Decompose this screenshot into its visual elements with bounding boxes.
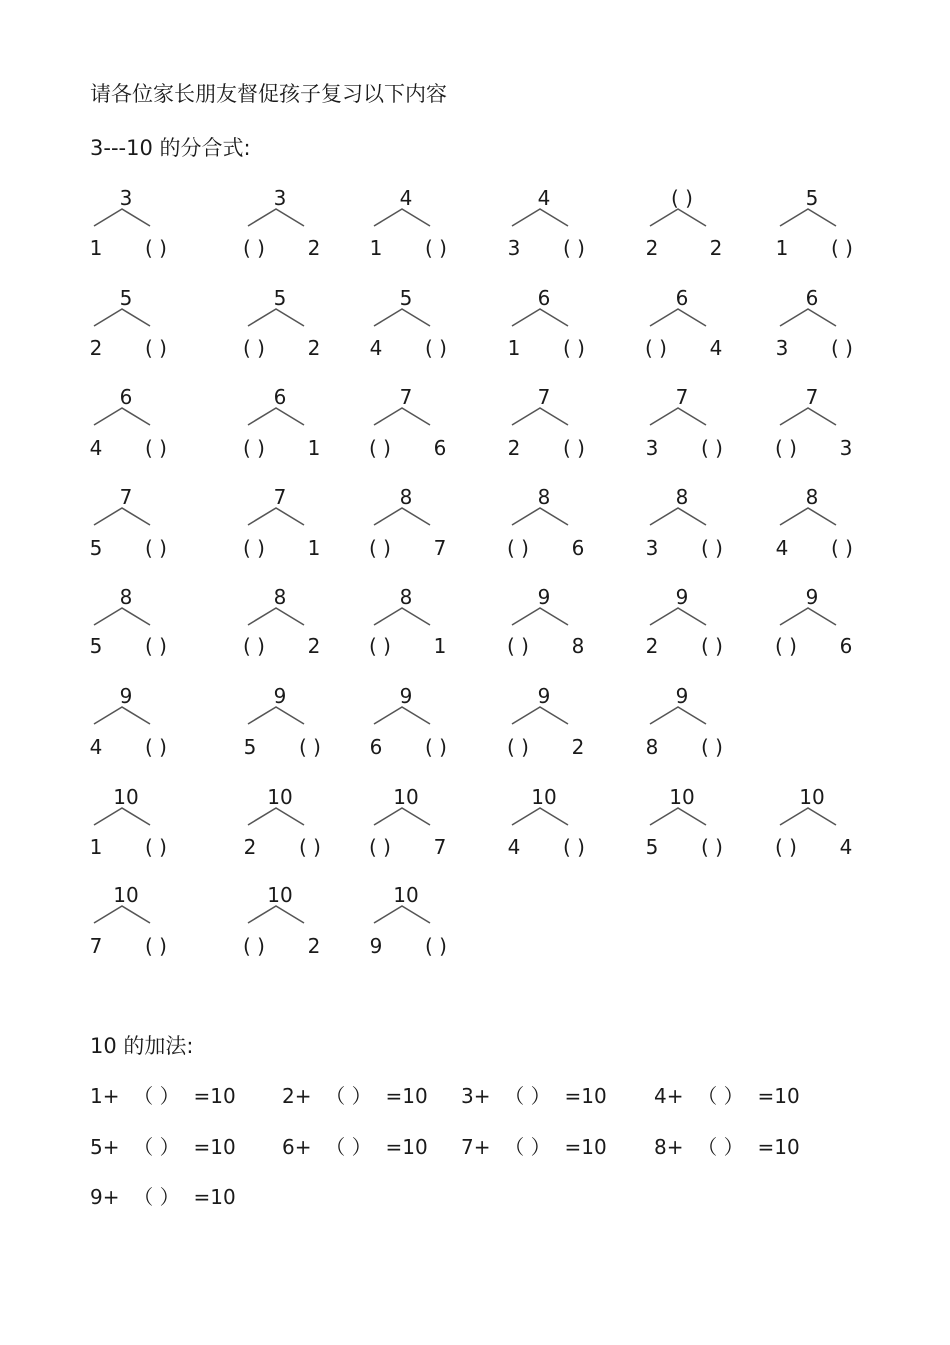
split-branch-icon	[94, 507, 154, 527]
split-branch-icon	[374, 905, 434, 925]
sum: =10	[564, 1084, 607, 1108]
split-part-right: ( )	[701, 735, 723, 759]
split-part-left: 1	[507, 336, 521, 360]
split-branch-icon	[94, 308, 154, 328]
split-total: 9	[675, 684, 689, 708]
split-part-right: ( )	[145, 536, 167, 560]
split-total: 9	[119, 684, 133, 708]
split-total: 7	[119, 485, 133, 509]
split-branch-icon	[94, 905, 154, 925]
split-part-left: 1	[89, 835, 103, 859]
split-part-right: 1	[307, 536, 321, 560]
split-part-left: 1	[369, 236, 383, 260]
sum: =10	[193, 1084, 236, 1108]
split-total: 5	[119, 286, 133, 310]
split-part-right: 2	[307, 934, 321, 958]
addition-equation	[90, 1185, 236, 1209]
split-branch-icon	[94, 807, 154, 827]
split-total: 8	[675, 485, 689, 509]
split-total: 10	[267, 883, 293, 907]
split-part-right: 2	[307, 236, 321, 260]
split-part-right: ( )	[299, 735, 321, 759]
split-part-left: 4	[369, 336, 383, 360]
split-branch-icon	[780, 807, 840, 827]
split-part-left: 2	[645, 236, 659, 260]
split-part-left: ( )	[775, 436, 797, 460]
split-part-right: ( )	[145, 336, 167, 360]
addend: 8+	[654, 1135, 684, 1159]
split-total: ( )	[671, 186, 693, 210]
split-total: 8	[399, 485, 413, 509]
sum: =10	[757, 1084, 800, 1108]
split-total: 7	[805, 385, 819, 409]
split-part-left: 1	[89, 236, 103, 260]
split-total: 10	[267, 785, 293, 809]
split-part-right: ( )	[701, 835, 723, 859]
sum: =10	[564, 1135, 607, 1159]
split-total: 4	[399, 186, 413, 210]
answer-blank: （ ）	[697, 1084, 744, 1108]
split-part-right: 4	[709, 336, 723, 360]
split-part-left: ( )	[243, 634, 265, 658]
answer-blank: （ ）	[133, 1185, 180, 1209]
split-part-right: 6	[571, 536, 585, 560]
split-part-left: 6	[369, 735, 383, 759]
split-part-right: 8	[571, 634, 585, 658]
split-part-left: 4	[89, 436, 103, 460]
split-branch-icon	[780, 407, 840, 427]
split-part-right: ( )	[831, 236, 853, 260]
split-branch-icon	[512, 308, 572, 328]
split-part-right: ( )	[145, 934, 167, 958]
section-title-addition: 10 的加法:	[90, 1034, 194, 1058]
split-total: 10	[669, 785, 695, 809]
split-total: 6	[119, 385, 133, 409]
split-total: 10	[113, 785, 139, 809]
split-branch-icon	[650, 407, 710, 427]
answer-blank: （ ）	[133, 1084, 180, 1108]
split-part-left: ( )	[243, 236, 265, 260]
addition-equation	[282, 1084, 428, 1108]
split-branch-icon	[512, 507, 572, 527]
split-total: 10	[531, 785, 557, 809]
split-total: 6	[675, 286, 689, 310]
split-branch-icon	[650, 706, 710, 726]
split-part-left: 1	[775, 236, 789, 260]
split-part-right: ( )	[425, 934, 447, 958]
answer-blank: （ ）	[325, 1084, 372, 1108]
split-total: 8	[537, 485, 551, 509]
split-total: 10	[113, 883, 139, 907]
split-part-right: 2	[709, 236, 723, 260]
split-part-left: 7	[89, 934, 103, 958]
addition-equation	[90, 1135, 236, 1159]
split-total: 10	[393, 785, 419, 809]
addition-equation	[282, 1135, 428, 1159]
split-branch-icon	[780, 208, 840, 228]
split-branch-icon	[512, 607, 572, 627]
split-branch-icon	[374, 607, 434, 627]
split-branch-icon	[780, 308, 840, 328]
split-total: 3	[119, 186, 133, 210]
split-branch-icon	[512, 807, 572, 827]
addition-equation	[461, 1084, 607, 1108]
split-total: 9	[805, 585, 819, 609]
page-title: 请各位家长朋友督促孩子复习以下内容	[90, 82, 447, 106]
split-part-right: ( )	[425, 735, 447, 759]
split-part-right: ( )	[563, 336, 585, 360]
addend: 4+	[654, 1084, 684, 1108]
split-total: 7	[675, 385, 689, 409]
split-branch-icon	[248, 905, 308, 925]
split-branch-icon	[512, 407, 572, 427]
split-part-right: ( )	[299, 835, 321, 859]
addition-equation	[461, 1135, 607, 1159]
split-branch-icon	[374, 407, 434, 427]
split-part-right: 7	[433, 835, 447, 859]
addend: 6+	[282, 1135, 312, 1159]
split-branch-icon	[780, 607, 840, 627]
addend: 5+	[90, 1135, 120, 1159]
split-total: 5	[399, 286, 413, 310]
split-part-right: 4	[839, 835, 853, 859]
addition-equation	[654, 1135, 800, 1159]
split-total: 9	[273, 684, 287, 708]
split-total: 6	[273, 385, 287, 409]
split-total: 7	[399, 385, 413, 409]
split-branch-icon	[512, 208, 572, 228]
split-branch-icon	[650, 607, 710, 627]
split-part-left: ( )	[645, 336, 667, 360]
split-total: 6	[537, 286, 551, 310]
split-part-right: 7	[433, 536, 447, 560]
split-part-right: ( )	[145, 236, 167, 260]
split-branch-icon	[650, 807, 710, 827]
split-part-left: ( )	[243, 436, 265, 460]
split-part-left: ( )	[775, 835, 797, 859]
split-branch-icon	[94, 407, 154, 427]
split-total: 3	[273, 186, 287, 210]
split-branch-icon	[374, 208, 434, 228]
split-branch-icon	[512, 706, 572, 726]
sum: =10	[385, 1084, 428, 1108]
split-total: 6	[805, 286, 819, 310]
split-part-left: 4	[89, 735, 103, 759]
split-part-right: ( )	[145, 735, 167, 759]
split-total: 7	[537, 385, 551, 409]
split-part-left: 5	[645, 835, 659, 859]
split-total: 8	[805, 485, 819, 509]
split-part-left: 8	[645, 735, 659, 759]
split-part-right: ( )	[701, 634, 723, 658]
split-branch-icon	[248, 407, 308, 427]
split-part-left: 9	[369, 934, 383, 958]
split-part-left: 2	[645, 634, 659, 658]
sum: =10	[193, 1135, 236, 1159]
split-part-left: ( )	[369, 436, 391, 460]
split-part-left: ( )	[507, 634, 529, 658]
split-part-left: 2	[89, 336, 103, 360]
split-branch-icon	[248, 308, 308, 328]
split-part-right: 6	[433, 436, 447, 460]
split-part-left: 4	[507, 835, 521, 859]
split-branch-icon	[374, 308, 434, 328]
split-branch-icon	[248, 607, 308, 627]
split-branch-icon	[650, 308, 710, 328]
addition-equation	[654, 1084, 800, 1108]
addend: 9+	[90, 1185, 120, 1209]
split-part-right: 1	[433, 634, 447, 658]
answer-blank: （ ）	[325, 1135, 372, 1159]
split-part-right: ( )	[831, 336, 853, 360]
split-part-right: ( )	[563, 236, 585, 260]
split-part-right: ( )	[563, 835, 585, 859]
answer-blank: （ ）	[697, 1135, 744, 1159]
split-total: 5	[805, 186, 819, 210]
split-total: 9	[675, 585, 689, 609]
answer-blank: （ ）	[504, 1135, 551, 1159]
split-part-left: 5	[243, 735, 257, 759]
split-branch-icon	[248, 706, 308, 726]
split-branch-icon	[374, 807, 434, 827]
split-part-right: 1	[307, 436, 321, 460]
split-part-left: 2	[507, 436, 521, 460]
split-part-right: ( )	[425, 236, 447, 260]
sum: =10	[757, 1135, 800, 1159]
split-part-right: ( )	[563, 436, 585, 460]
split-part-left: ( )	[243, 934, 265, 958]
split-total: 9	[399, 684, 413, 708]
addend: 7+	[461, 1135, 491, 1159]
split-part-right: ( )	[145, 634, 167, 658]
split-branch-icon	[650, 208, 710, 228]
split-branch-icon	[94, 208, 154, 228]
section-title-number-splits: 3---10 的分合式:	[90, 136, 251, 160]
split-total: 8	[399, 585, 413, 609]
split-total: 4	[537, 186, 551, 210]
split-total: 8	[273, 585, 287, 609]
split-part-right: 6	[839, 634, 853, 658]
split-part-left: 2	[243, 835, 257, 859]
addend: 1+	[90, 1084, 120, 1108]
split-part-right: 2	[571, 735, 585, 759]
split-part-right: 2	[307, 336, 321, 360]
split-total: 9	[537, 684, 551, 708]
addition-equation	[90, 1084, 236, 1108]
split-part-left: ( )	[507, 536, 529, 560]
split-part-right: ( )	[425, 336, 447, 360]
split-part-left: 3	[645, 436, 659, 460]
answer-blank: （ ）	[133, 1135, 180, 1159]
split-part-left: 3	[775, 336, 789, 360]
split-part-left: 4	[775, 536, 789, 560]
split-part-right: ( )	[145, 835, 167, 859]
split-part-right: ( )	[701, 536, 723, 560]
split-part-left: ( )	[507, 735, 529, 759]
split-part-right: 2	[307, 634, 321, 658]
split-part-left: ( )	[243, 336, 265, 360]
split-branch-icon	[374, 706, 434, 726]
split-part-right: ( )	[701, 436, 723, 460]
addend: 2+	[282, 1084, 312, 1108]
split-branch-icon	[94, 607, 154, 627]
split-total: 10	[799, 785, 825, 809]
split-part-right: ( )	[145, 436, 167, 460]
sum: =10	[193, 1185, 236, 1209]
split-part-left: ( )	[369, 835, 391, 859]
split-total: 8	[119, 585, 133, 609]
split-total: 9	[537, 585, 551, 609]
split-branch-icon	[650, 507, 710, 527]
split-part-left: ( )	[775, 634, 797, 658]
split-branch-icon	[94, 706, 154, 726]
sum: =10	[385, 1135, 428, 1159]
split-part-left: ( )	[369, 536, 391, 560]
split-total: 10	[393, 883, 419, 907]
split-part-right: 3	[839, 436, 853, 460]
split-branch-icon	[780, 507, 840, 527]
answer-blank: （ ）	[504, 1084, 551, 1108]
split-total: 7	[273, 485, 287, 509]
split-part-left: 5	[89, 536, 103, 560]
split-branch-icon	[248, 807, 308, 827]
split-part-left: 3	[645, 536, 659, 560]
split-branch-icon	[374, 507, 434, 527]
split-part-right: ( )	[831, 536, 853, 560]
split-total: 5	[273, 286, 287, 310]
addend: 3+	[461, 1084, 491, 1108]
split-part-left: 3	[507, 236, 521, 260]
split-branch-icon	[248, 208, 308, 228]
split-part-left: ( )	[243, 536, 265, 560]
split-part-left: ( )	[369, 634, 391, 658]
split-part-left: 5	[89, 634, 103, 658]
split-branch-icon	[248, 507, 308, 527]
